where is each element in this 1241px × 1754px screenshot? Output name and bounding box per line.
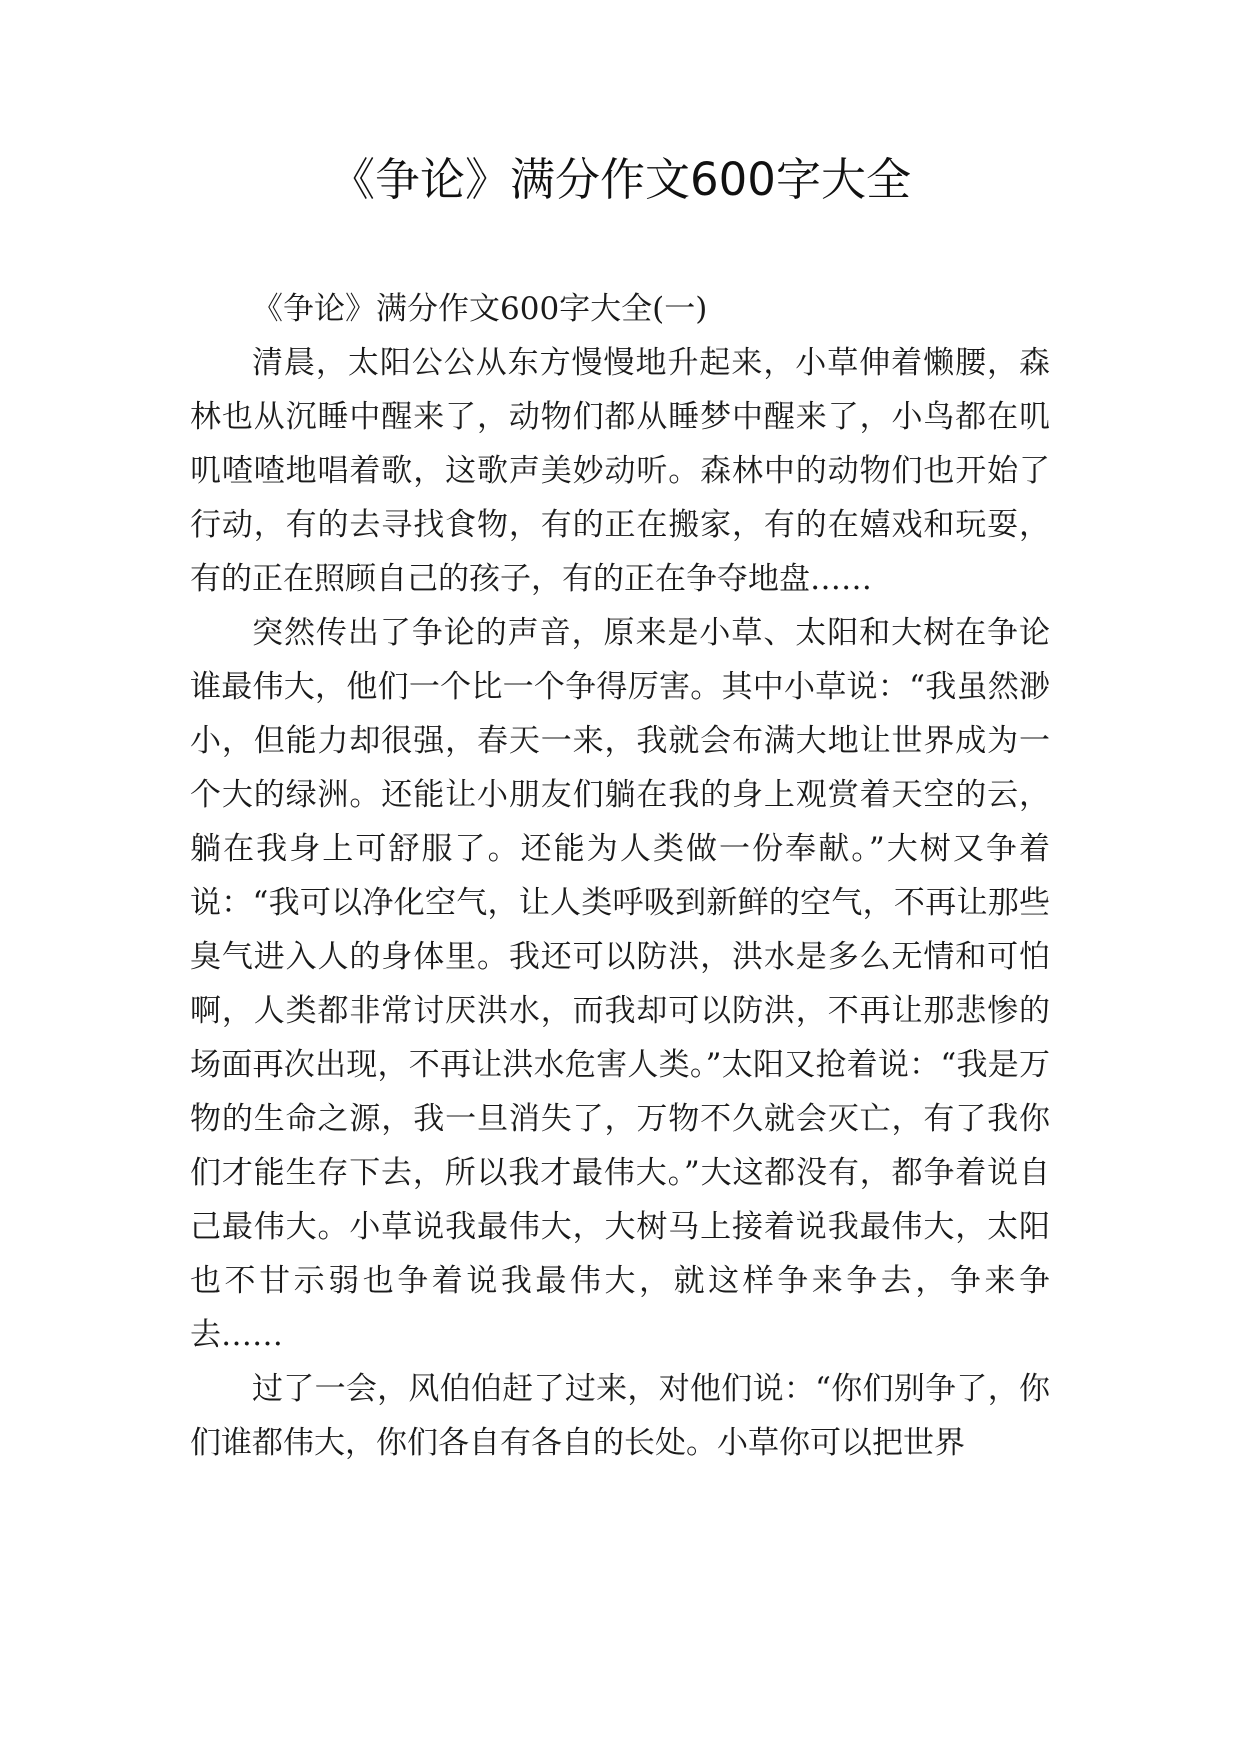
paragraph-argument: 突然传出了争论的声音，原来是小草、太阳和大树在争论谁最伟大，他们一个比一个争得厉害。其中小草说：“我虽然渺小，但能力却很强，春天一来，我就会布满大地让世界成为一个大的绿洲。还能让小朋友们躺在我的身上观赏着天空的云，躺在我身上可舒服了。还能为人类做一份奉献。”大树又争着说：“我可以净化空气，让人类呼吸到新鲜的空气，不再让那些臭气进入人的身体里。我还可以防洪，洪水是多么无情和可怕啊，人类都非常讨厌洪水，而我却可以防洪，不再让那悲惨的场面再次出现，不再让洪水危害人类。”太阳又抢着说：“我是万物的生命之源，我一旦消失了，万物不久就会灭亡，有了我你们才能生存下去，所以我才最伟大。”大这都没有，都争着说自己最伟大。小草说我最伟大，大树马上接着说我最伟大，太阳也不甘示弱也争着说我最伟大，就这样争来争去，争来争去…… <box>190 615 1050 1353</box>
document-title: 《争论》满分作文600字大全 <box>330 153 911 206</box>
paragraph-subtitle: 《争论》满分作文600字大全(一) <box>252 291 708 327</box>
document-body <box>190 282 1050 1470</box>
paragraph-morning: 清晨，太阳公公从东方慢慢地升起来，小草伸着懒腰，森林也从沉睡中醒来了，动物们都从睡梦中醒来了，小鸟都在叽叽喳喳地唱着歌，这歌声美妙动听。森林中的动物们也开始了行动，有的去寻找食物，有的正在搬家，有的在嬉戏和玩耍，有的正在照顾自己的孩子，有的正在争夺地盘…… <box>190 345 1050 597</box>
paragraph-wind: 过了一会，风伯伯赶了过来，对他们说：“你们别争了，你们谁都伟大，你们各自有各自的长处。小草你可以把世界 <box>190 1371 1050 1461</box>
